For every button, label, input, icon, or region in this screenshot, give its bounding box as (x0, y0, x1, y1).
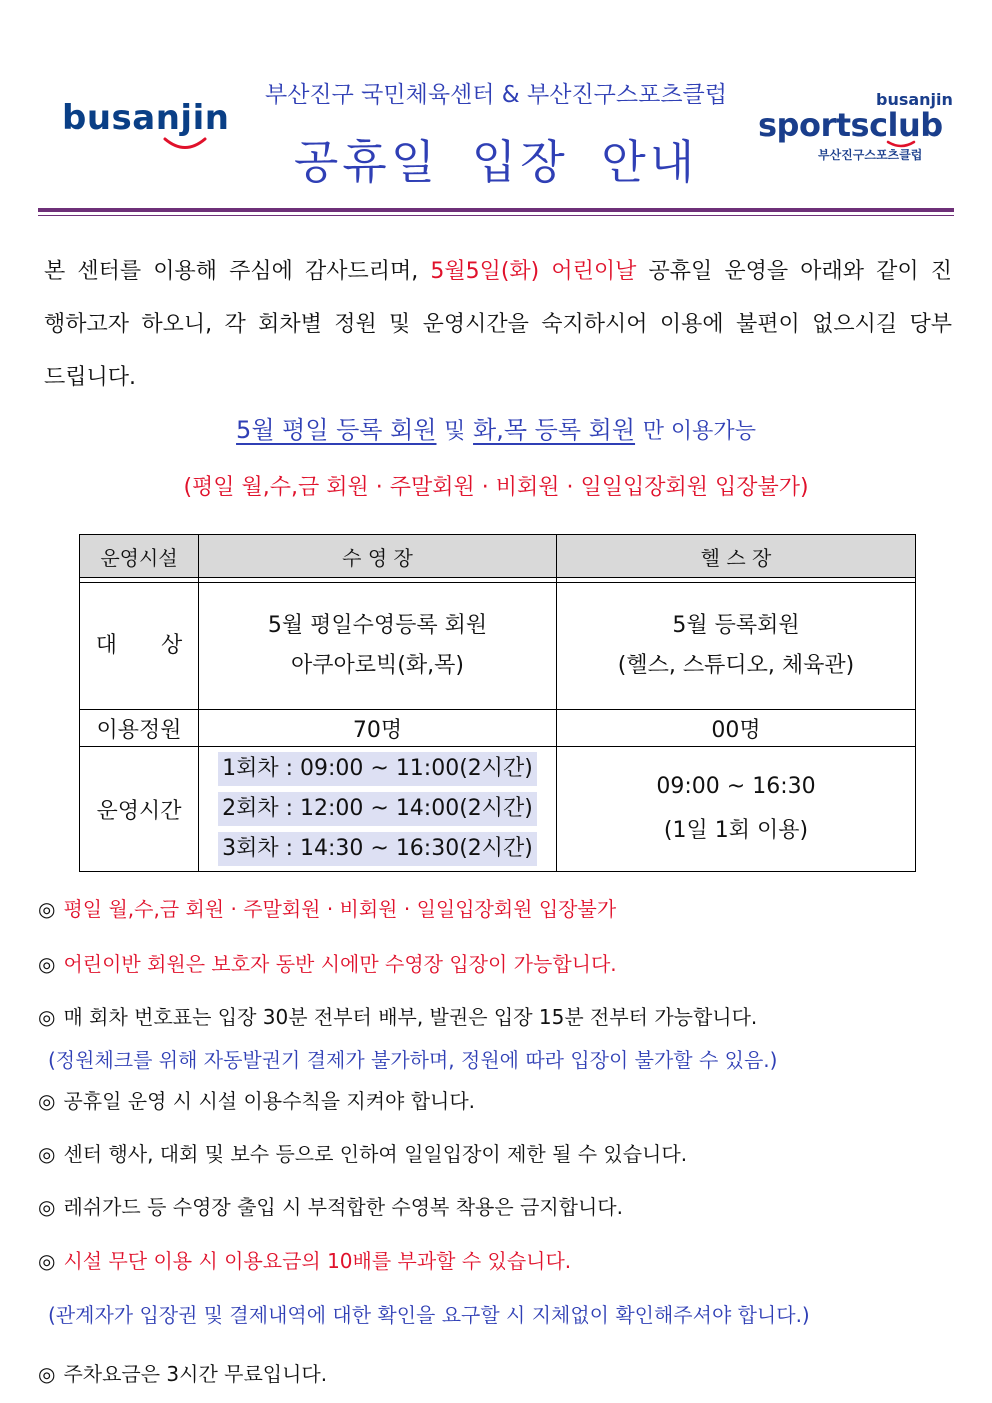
gym-hours-time: 09:00 ~ 16:30 (656, 774, 816, 799)
bullet-icon: ◎ (38, 1005, 56, 1029)
availability-suffix: 만 이용가능 (642, 419, 756, 444)
intro-text-before: 본 센터를 이용해 주심에 감사드리며, (44, 259, 431, 284)
sportsclub-logo-korean: 부산진구스포츠클럽 (818, 148, 923, 162)
bullet-icon: ◎ (38, 1089, 56, 1113)
note-text: 레쉬가드 등 수영장 출입 시 부적합한 수영복 착용은 금지합니다. (63, 1195, 623, 1219)
bullet-icon: ◎ (38, 1195, 56, 1219)
gym-target-line: (헬스, 스튜디오, 체육관) (617, 653, 855, 678)
table-header-row (80, 535, 916, 578)
gym-target-line: 5월 등록회원 (672, 613, 800, 638)
page-subtitle: 부산진구 국민체육센터 & 부산진구스포츠클럽 (264, 82, 727, 108)
bullet-icon: ◎ (38, 1362, 56, 1386)
intro-highlight: 5월5일(화) 어린이날 (430, 259, 637, 284)
target-label: 대 상 (80, 583, 199, 710)
title-divider-thin (38, 215, 954, 216)
not-allowed-line: (평일 월,수,금 회원 · 주말회원 · 비회원 · 일일입장회원 입장불가) (183, 475, 809, 500)
note-text: 평일 월,수,금 회원 · 주말회원 · 비회원 · 일일입장회원 입장불가 (63, 897, 617, 921)
gym-target (557, 583, 916, 710)
note-item (38, 948, 617, 977)
busanjin-logo-text: busanjin (62, 98, 230, 138)
hours-label: 운영시간 (80, 747, 199, 872)
bullet-icon: ◎ (38, 897, 56, 921)
sportsclub-logo-small-text: busanjin (876, 90, 953, 109)
bullet-icon: ◎ (38, 952, 56, 976)
pool-session-2: 2회차 : 12:00 ~ 14:00(2시간) (218, 792, 537, 826)
pool-target-line: 5월 평일수영등록 회원 (267, 613, 488, 638)
note-subtext: (관계자가 입장권 및 결제내역에 대한 확인을 요구할 시 지체없이 확인해주셔야 합니다.) (48, 1303, 810, 1327)
gym-capacity: 00명 (557, 710, 916, 747)
note-item (38, 1085, 475, 1114)
note-item (38, 1245, 571, 1274)
table-row-hours (80, 747, 916, 872)
header-pool: 수 영 장 (199, 535, 557, 578)
intro-text-after: 공휴일 운영을 아래와 같이 진행하고자 하오니, 각 회차별 정원 및 운영시간을 숙지하시어 이용에 불편이 없으시길 당부 드립니다. (44, 259, 952, 390)
pool-target (199, 583, 557, 710)
table-row-capacity (80, 710, 916, 747)
pool-session-3: 3회차 : 14:30 ~ 16:30(2시간) (218, 832, 537, 866)
availability-conjunction: 및 (444, 419, 466, 444)
pool-session-1: 1회차 : 09:00 ~ 11:00(2시간) (218, 752, 537, 786)
bullet-icon: ◎ (38, 1142, 56, 1166)
title-divider (38, 208, 954, 212)
bullet-icon: ◎ (38, 1249, 56, 1273)
note-text: 센터 행사, 대회 및 보수 등으로 인하여 일일입장이 제한 될 수 있습니다. (63, 1142, 688, 1166)
capacity-label: 이용정원 (80, 710, 199, 747)
pool-target-line: 아쿠아로빅(화,목) (291, 653, 464, 678)
note-text: 시설 무단 이용 시 이용요금의 10배를 부과할 수 있습니다. (63, 1249, 572, 1273)
note-item (38, 1358, 327, 1387)
pool-capacity: 70명 (199, 710, 557, 747)
table-row-target (80, 583, 916, 710)
gym-hours-note: (1일 1회 이용) (663, 818, 809, 843)
note-text: 공휴일 운영 시 시설 이용수칙을 지켜야 합니다. (63, 1089, 476, 1113)
note-text: 주차요금은 3시간 무료입니다. (63, 1362, 328, 1386)
availability-tue-thu-members: 화,목 등록 회원 (473, 416, 636, 444)
gym-hours (557, 747, 916, 872)
note-item (38, 1138, 687, 1167)
availability-weekday-members: 5월 평일 등록 회원 (236, 416, 437, 444)
note-text: 매 회차 번호표는 입장 30분 전부터 배부, 발권은 입장 15분 전부터 가능합니다. (63, 1005, 758, 1029)
note-item (38, 893, 616, 922)
note-item (38, 1191, 623, 1220)
sportsclub-logo-text: sportsclub (758, 106, 943, 144)
intro-paragraph (44, 245, 952, 404)
note-item (38, 1001, 757, 1030)
header-facility: 운영시설 (80, 535, 199, 578)
schedule-table (79, 534, 916, 872)
availability-line (0, 410, 992, 445)
note-text: 어린이반 회원은 보호자 동반 시에만 수영장 입장이 가능합니다. (63, 952, 617, 976)
header-gym: 헬 스 장 (557, 535, 916, 578)
page-title: 공휴일 입장 안내 (293, 135, 699, 189)
pool-sessions (199, 747, 557, 872)
note-subtext: (정원체크를 위해 자동발권기 결제가 불가하며, 정원에 따라 입장이 불가할 수 있음.) (48, 1048, 778, 1072)
